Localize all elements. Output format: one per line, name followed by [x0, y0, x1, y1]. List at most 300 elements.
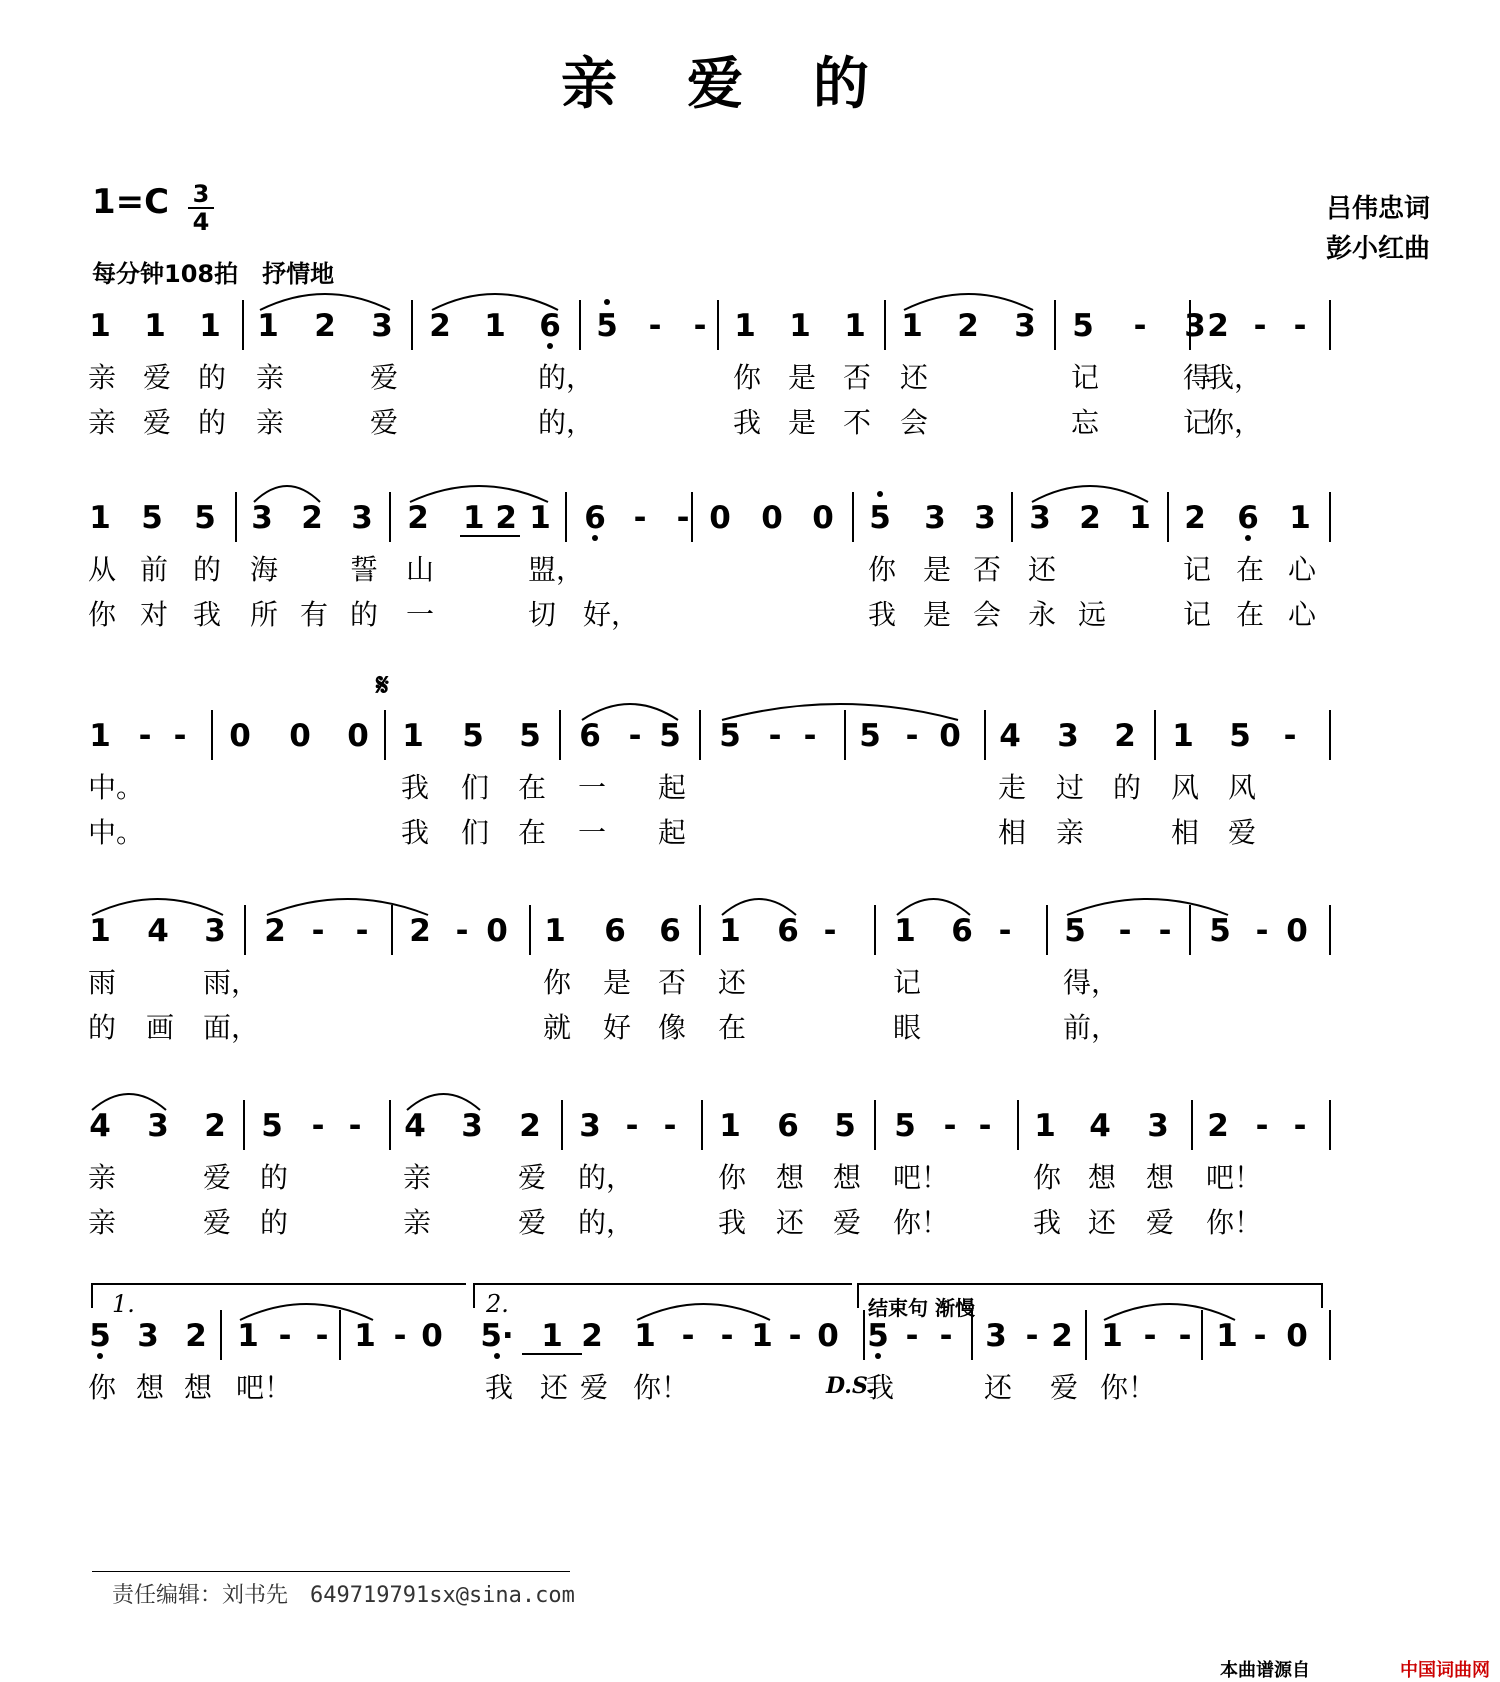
note: 3: [1147, 1108, 1169, 1144]
lyric-syllable: 得，: [1063, 966, 1120, 999]
note: 5: [462, 718, 484, 754]
lyric-syllable: 永: [1028, 598, 1057, 631]
note: -: [720, 1318, 734, 1354]
note: 0: [1286, 913, 1308, 949]
note: 1: [89, 500, 111, 536]
note: 6: [1237, 500, 1259, 536]
lyric-syllable: 前，: [1063, 1011, 1120, 1044]
note: 5: [867, 1318, 889, 1354]
note: 5: [1209, 913, 1231, 949]
note: -: [939, 1318, 953, 1354]
lyric-syllable: 记: [1071, 361, 1100, 394]
lyric-syllable: 从: [88, 553, 117, 586]
note: -: [1178, 1318, 1192, 1354]
lyric-syllable: 是: [603, 966, 632, 999]
lyric-syllable: 亲: [88, 1206, 117, 1239]
note: 6: [584, 500, 606, 536]
note: 1: [1129, 500, 1151, 536]
octave-dot: [877, 491, 883, 497]
note: 0: [1286, 1318, 1308, 1354]
lyric-syllable: 的: [193, 553, 222, 586]
song-title: 亲爱的: [561, 51, 939, 117]
note: 3: [137, 1318, 159, 1354]
note: 4: [1089, 1108, 1111, 1144]
lyric-syllable: 忘: [1071, 406, 1100, 439]
lyric-syllable: 就: [543, 1011, 572, 1044]
note: 4: [89, 1108, 111, 1144]
lyric-syllable: 亲: [88, 361, 117, 394]
note: 0: [709, 500, 731, 536]
note: -: [823, 913, 837, 949]
lyric-syllable: 你: [88, 1371, 117, 1404]
lyric-syllable: 还: [1028, 553, 1057, 586]
note: 1: [1216, 1318, 1238, 1354]
note: 5: [869, 500, 891, 536]
lyric-syllable: 你！: [1100, 1371, 1157, 1404]
lyric-syllable: 我: [1033, 1206, 1062, 1239]
lyric-syllable: 爱: [370, 361, 399, 394]
lyric-syllable: 雨: [88, 966, 117, 999]
note: 3: [579, 1108, 601, 1144]
lyric-syllable: 远: [1078, 598, 1107, 631]
lyric-syllable: 你: [733, 361, 762, 394]
lyric-syllable: 是: [788, 406, 817, 439]
lyric-syllable: 还: [540, 1371, 569, 1404]
lyric-syllable: 记: [1183, 553, 1212, 586]
lyric-syllable: 有: [300, 598, 329, 631]
lyric-syllable: 好: [603, 1011, 632, 1044]
note: -: [633, 500, 647, 536]
system-graphics: [0, 492, 1500, 642]
coda-label: 结束句 渐慢: [868, 1296, 975, 1320]
note: 0: [486, 913, 508, 949]
note: -: [138, 718, 152, 754]
note: 2: [1051, 1318, 1073, 1354]
lyric-syllable: 心: [1288, 553, 1317, 586]
footer-divider: [92, 1571, 570, 1572]
note: 2: [957, 308, 979, 344]
note: -: [905, 1318, 919, 1354]
lyric-syllable: 过: [1056, 771, 1085, 804]
lyric-syllable: 爱: [518, 1161, 547, 1194]
lyric-syllable: 的: [198, 361, 227, 394]
lyric-syllable: 面，: [203, 1011, 260, 1044]
lyric-syllable: 中。: [88, 816, 145, 849]
note: -: [998, 913, 1012, 949]
note: -: [278, 1318, 292, 1354]
lyric-syllable: 们: [461, 816, 490, 849]
lyric-syllable: 我: [485, 1371, 514, 1404]
lyric-syllable: 风: [1171, 771, 1200, 804]
note: -: [676, 500, 690, 536]
lyric-syllable: 我: [401, 816, 430, 849]
note: 1: [89, 718, 111, 754]
dal-segno-label: D.S.: [826, 1373, 875, 1399]
note: 5: [1229, 718, 1251, 754]
lyric-syllable: 否: [658, 966, 687, 999]
note: 5: [141, 500, 163, 536]
slur: [1067, 899, 1228, 915]
note: -: [1293, 308, 1307, 344]
note: 2: [204, 1108, 226, 1144]
lyric-syllable: 风: [1228, 771, 1257, 804]
lyric-syllable: 记: [893, 966, 922, 999]
lyric-syllable: 的: [198, 406, 227, 439]
note: 2: [1207, 308, 1229, 344]
lyric-syllable: 的，: [538, 361, 595, 394]
lyric-syllable: 你: [718, 1161, 747, 1194]
lyric-syllable: 还: [1088, 1206, 1117, 1239]
note: 1: [237, 1318, 259, 1354]
lyric-syllable: 你: [868, 553, 897, 586]
note: 3: [251, 500, 273, 536]
note: 6: [539, 308, 561, 344]
note: -: [311, 913, 325, 949]
note: 1: [789, 308, 811, 344]
lyric-syllable: 想: [776, 1161, 805, 1194]
source-label: 本曲谱源自: [1220, 1660, 1310, 1681]
lyric-syllable: 的: [88, 1011, 117, 1044]
note: 2: [519, 1108, 541, 1144]
note: -: [1253, 1318, 1267, 1354]
note: -: [943, 1108, 957, 1144]
lyric-syllable: 你！: [633, 1371, 690, 1404]
note: 6: [777, 1108, 799, 1144]
lyric-syllable: 会: [973, 598, 1002, 631]
lyric-syllable: 你: [1033, 1161, 1062, 1194]
lyric-syllable: 想: [1146, 1161, 1175, 1194]
note: 2: [429, 308, 451, 344]
note: -: [1255, 913, 1269, 949]
lyric-syllable: 好，: [583, 598, 640, 631]
note: 1: [901, 308, 923, 344]
note: 3: [371, 308, 393, 344]
note: 3: [461, 1108, 483, 1144]
lyric-syllable: 爱: [1050, 1371, 1079, 1404]
lyric-syllable: 一: [406, 598, 435, 631]
note: 2: [407, 500, 429, 536]
lyric-syllable: 得: [1183, 361, 1212, 394]
note: 1: [144, 308, 166, 344]
note: 2: [314, 308, 336, 344]
lyric-syllable: 你，: [1206, 406, 1263, 439]
note: 1: [751, 1318, 773, 1354]
note: -: [355, 913, 369, 949]
note: 1: [541, 1318, 563, 1354]
lyric-syllable: 亲: [88, 1161, 117, 1194]
note: 3: [147, 1108, 169, 1144]
note: 5·: [480, 1318, 514, 1354]
note: 6: [604, 913, 626, 949]
lyric-syllable: 亲: [88, 406, 117, 439]
note: 1: [402, 718, 424, 754]
note: -: [628, 718, 642, 754]
note: -: [1255, 1108, 1269, 1144]
note: 1: [89, 913, 111, 949]
lyric-syllable: 记: [1183, 598, 1212, 631]
note: 2: [301, 500, 323, 536]
note: -: [625, 1108, 639, 1144]
lyric-syllable: 亲: [256, 361, 285, 394]
note: 2: [1184, 500, 1206, 536]
lyric-syllable: 爱: [518, 1206, 547, 1239]
lyric-syllable: 我: [718, 1206, 747, 1239]
note: -: [978, 1108, 992, 1144]
lyric-syllable: 我: [193, 598, 222, 631]
note: 5: [834, 1108, 856, 1144]
lyric-syllable: 走: [998, 771, 1027, 804]
lyric-syllable: 还: [984, 1371, 1013, 1404]
note: 3: [204, 913, 226, 949]
note: 3: [351, 500, 373, 536]
lyric-syllable: 否: [973, 553, 1002, 586]
lyric-syllable: 的: [260, 1206, 289, 1239]
lyric-syllable: 想: [136, 1371, 165, 1404]
lyric-syllable: 心: [1288, 598, 1317, 631]
lyric-syllable: 会: [900, 406, 929, 439]
lyric-syllable: 吧！: [893, 1161, 950, 1194]
note: 3: [974, 500, 996, 536]
lyric-syllable: 们: [461, 771, 490, 804]
note: 1: [1172, 718, 1194, 754]
note: -: [455, 913, 469, 949]
note: 1: [89, 308, 111, 344]
lyric-syllable: 你: [543, 966, 572, 999]
note: 1: [1289, 500, 1311, 536]
composer-credit: 彭小红曲: [1325, 234, 1430, 264]
note: 5: [519, 718, 541, 754]
note: -: [311, 1108, 325, 1144]
lyric-syllable: 的: [1113, 771, 1142, 804]
segno-sign: 𝄋: [376, 668, 389, 703]
score-system: [0, 710, 1500, 860]
lyric-syllable: 在: [1236, 598, 1265, 631]
time-signature: [188, 182, 214, 234]
note: -: [173, 718, 187, 754]
note: 5: [859, 718, 881, 754]
score-system: [0, 300, 1500, 450]
note: 3: [924, 500, 946, 536]
lyric-syllable: 记: [1183, 406, 1212, 439]
lyric-syllable: 的，: [538, 406, 595, 439]
lyric-syllable: 爱: [580, 1371, 609, 1404]
note: -: [1158, 913, 1172, 949]
note: -: [663, 1108, 677, 1144]
note: 0: [812, 500, 834, 536]
editor-credit: 责任编辑：刘书先 649719791sx@sina.com: [112, 1583, 575, 1608]
lyric-syllable: 爱: [1228, 816, 1257, 849]
note: 0: [939, 718, 961, 754]
note: 6: [659, 913, 681, 949]
lyric-syllable: 还: [900, 361, 929, 394]
time-signature-top: 3: [192, 180, 210, 208]
note: 5: [1064, 913, 1086, 949]
note: 1: [529, 500, 551, 536]
lyric-syllable: 雨，: [203, 966, 260, 999]
note: -: [648, 308, 662, 344]
note: 2: [185, 1318, 207, 1354]
note: 5: [89, 1318, 111, 1354]
lyric-syllable: 吧！: [236, 1371, 293, 1404]
lyric-syllable: 眼: [893, 1011, 922, 1044]
lyric-syllable: 否: [843, 361, 872, 394]
note: 1: [844, 308, 866, 344]
lyric-syllable: 我，: [1206, 361, 1263, 394]
note: 0: [421, 1318, 443, 1354]
lyric-syllable: 吧！: [1206, 1161, 1263, 1194]
note: 0: [761, 500, 783, 536]
lyric-syllable: 在: [718, 1011, 747, 1044]
lyric-syllable: 不: [843, 406, 872, 439]
note: -: [348, 1108, 362, 1144]
note: 2: [581, 1318, 603, 1354]
note: 1: [257, 308, 279, 344]
note: 2: [1114, 718, 1136, 754]
note: 4: [147, 913, 169, 949]
note: 3: [1029, 500, 1051, 536]
lyric-syllable: 起: [658, 771, 687, 804]
note: 1: [634, 1318, 656, 1354]
lyric-syllable: 所: [250, 598, 279, 631]
lyric-syllable: 我: [401, 771, 430, 804]
lyric-syllable: 切: [528, 598, 557, 631]
note: 5: [659, 718, 681, 754]
note: -: [1143, 1318, 1157, 1354]
lyric-syllable: 是: [788, 361, 817, 394]
note: 2: [1207, 1108, 1229, 1144]
lyric-syllable: 爱: [143, 406, 172, 439]
volta-1-label: 1.: [112, 1290, 135, 1318]
time-signature-bottom: 4: [192, 208, 210, 236]
note: 0: [347, 718, 369, 754]
lyric-syllable: 你: [88, 598, 117, 631]
note: -: [1253, 308, 1267, 344]
lyric-syllable: 爱: [203, 1206, 232, 1239]
tempo-marking: 每分钟108拍 抒情地: [92, 260, 335, 288]
note: 5: [261, 1108, 283, 1144]
lyric-syllable: 爱: [143, 361, 172, 394]
note: 1: [719, 913, 741, 949]
note: 5: [596, 308, 618, 344]
lyric-syllable: 我: [733, 406, 762, 439]
lyric-syllable: 一: [578, 816, 607, 849]
note: 1: [1101, 1318, 1123, 1354]
note: -: [905, 718, 919, 754]
lyric-syllable: 亲: [403, 1161, 432, 1194]
lyric-syllable: 我: [868, 598, 897, 631]
site-logo-text[interactable]: 中国词曲网: [1400, 1660, 1490, 1681]
note: 4: [999, 718, 1021, 754]
lyric-syllable: 像: [658, 1011, 687, 1044]
note: -: [393, 1318, 407, 1354]
lyric-syllable: 想: [1088, 1161, 1117, 1194]
note: 1: [199, 308, 221, 344]
note: -: [1133, 308, 1147, 344]
lyric-syllable: 的: [350, 598, 379, 631]
score-system: [0, 492, 1500, 642]
note: 0: [289, 718, 311, 754]
lyric-syllable: 亲: [403, 1206, 432, 1239]
note: 6: [951, 913, 973, 949]
note: 3: [985, 1318, 1007, 1354]
note: 2: [1079, 500, 1101, 536]
note: 1: [544, 913, 566, 949]
note: -: [681, 1318, 695, 1354]
lyric-syllable: 在: [1236, 553, 1265, 586]
note: -: [1118, 913, 1132, 949]
score-system: [0, 1100, 1500, 1250]
note: -: [1293, 1108, 1307, 1144]
lyricist-credit: 吕伟忠词: [1325, 194, 1430, 224]
lyric-syllable: 的，: [578, 1206, 635, 1239]
lyric-syllable: 的，: [578, 1161, 635, 1194]
lyric-syllable: 我: [866, 1371, 895, 1404]
note: 1: [354, 1318, 376, 1354]
note: -: [788, 1318, 802, 1354]
note: 6: [777, 913, 799, 949]
lyric-syllable: 爱: [1146, 1206, 1175, 1239]
note: 5: [719, 718, 741, 754]
note: 2: [409, 913, 431, 949]
lyric-syllable: 在: [518, 816, 547, 849]
lyric-syllable: 起: [658, 816, 687, 849]
note: 1: [894, 913, 916, 949]
note: 1: [719, 1108, 741, 1144]
note: 3: [1057, 718, 1079, 754]
lyric-syllable: 亲: [256, 406, 285, 439]
note: 1: [484, 308, 506, 344]
note: -: [803, 718, 817, 754]
note: -: [315, 1318, 329, 1354]
key-signature: 1=C: [92, 182, 170, 222]
lyric-syllable: 爱: [833, 1206, 862, 1239]
lyric-syllable: 中。: [88, 771, 145, 804]
note: 4: [404, 1108, 426, 1144]
lyric-syllable: 的: [260, 1161, 289, 1194]
lyric-syllable: 一: [578, 771, 607, 804]
octave-dot: [604, 299, 610, 305]
lyric-syllable: 山: [406, 553, 435, 586]
lyric-syllable: 相: [1171, 816, 1200, 849]
lyric-syllable: 亲: [1056, 816, 1085, 849]
note: 0: [817, 1318, 839, 1354]
note: 5: [1072, 308, 1094, 344]
lyric-syllable: 对: [140, 598, 169, 631]
note: 1: [1034, 1108, 1056, 1144]
note: 1 2: [463, 500, 517, 536]
note: 3: [1184, 308, 1206, 344]
note: -: [1283, 718, 1297, 754]
lyric-syllable: 画: [146, 1011, 175, 1044]
lyric-syllable: 爱: [203, 1161, 232, 1194]
score-system: [0, 905, 1500, 1055]
note: 6: [579, 718, 601, 754]
lyric-syllable: 想: [833, 1161, 862, 1194]
volta-brackets: [0, 1278, 1500, 1338]
note: 5: [894, 1108, 916, 1144]
lyric-syllable: 是: [923, 553, 952, 586]
lyric-syllable: 你！: [893, 1206, 950, 1239]
lyric-syllable: 在: [518, 771, 547, 804]
lyric-syllable: 还: [776, 1206, 805, 1239]
note: 0: [229, 718, 251, 754]
lyric-syllable: 盟，: [528, 553, 585, 586]
note: -: [693, 308, 707, 344]
lyric-syllable: 前: [140, 553, 169, 586]
lyric-syllable: 相: [998, 816, 1027, 849]
lyric-syllable: 想: [184, 1371, 213, 1404]
lyric-syllable: 还: [718, 966, 747, 999]
